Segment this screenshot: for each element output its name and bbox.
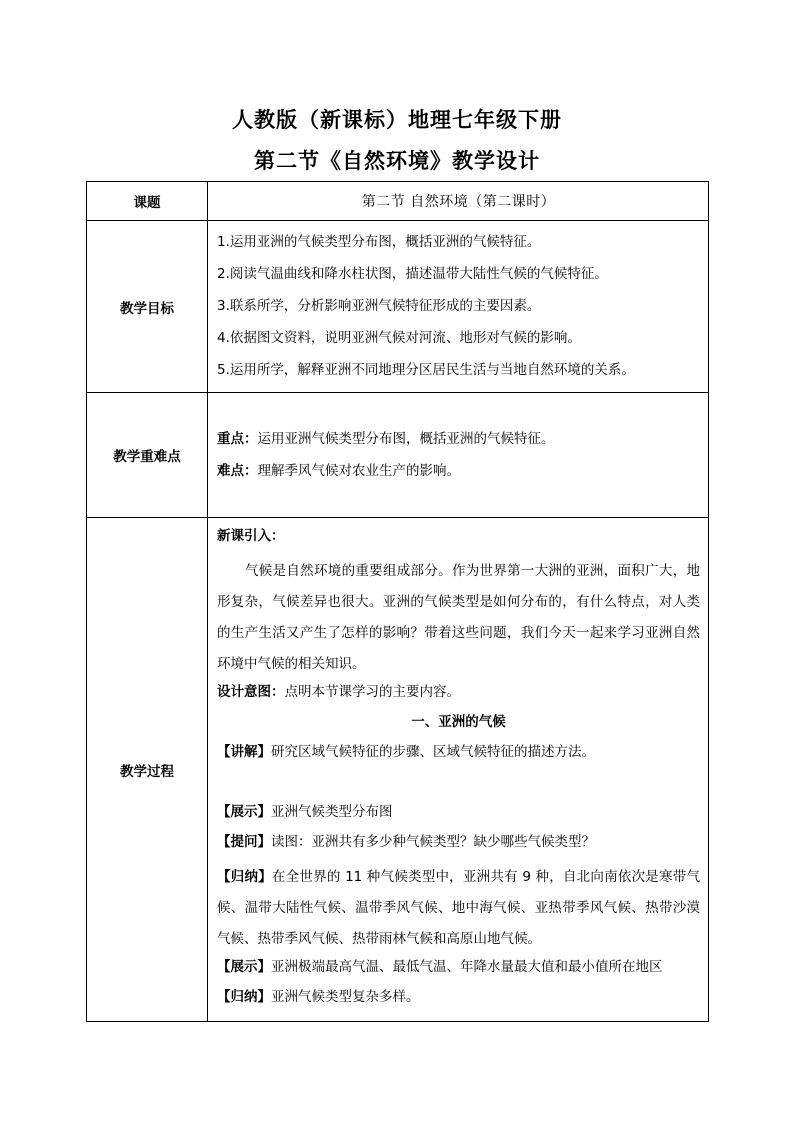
goal-item: 5.运用所学，解释亚洲不同地理分区居民生活与当地自然环境的关系。 (217, 362, 635, 378)
lecture-text: 研究区域气候特征的步骤、区域气候特征的描述方法。 (271, 744, 595, 760)
difficulty-text: 理解季风气候对农业生产的影响。 (257, 463, 460, 479)
table-row-process (87, 518, 709, 1022)
section-title: 一、亚洲的气候 (411, 714, 506, 730)
process-cell (208, 518, 709, 1022)
design-text: 点明本节课学习的主要内容。 (284, 684, 460, 700)
topic-value: 第二节 自然环境（第二课时） (208, 182, 709, 221)
difficulty-line (217, 461, 700, 493)
show-text-2: 亚洲极端最高气温、最低气温、年降水量最大值和最小值所在地区 (271, 959, 663, 975)
goal-item: 4.依据图文资料，说明亚洲气候对河流、地形对气候的影响。 (217, 330, 581, 346)
spacer (217, 772, 700, 802)
intro-paragraph: 气候是自然环境的重要组成部分。作为世界第一大洲的亚洲，面积广大，地形复杂，气候差异也很大。亚洲的气候类型是如何分布的，有什么特点，对人类的生产生活又产生了怎样的影响？带着这些问题，我们今天一起来学习亚洲自然环境中气候的相关知识。 (217, 563, 700, 672)
table-row-key-points (87, 393, 709, 518)
summary-text-1: 在全世界的 11 种气候类型中，亚洲共有 9 种，自北向南依次是寒带气候、温带大陆性气候、温带季风气候、地中海气候、亚热带季风气候、热带沙漠气候、热带季风气候、热带雨林气候和高原山地气候。 (217, 869, 700, 947)
document-title: 人教版（新课标）地理七年级下册 (232, 108, 562, 132)
summary-block-1 (217, 862, 700, 955)
show-text-1: 亚洲气候类型分布图 (271, 804, 393, 820)
process-label: 教学过程 (87, 518, 208, 1022)
ask-line (217, 832, 700, 862)
focus-line (217, 429, 700, 461)
table-row-topic (87, 182, 709, 221)
focus-text: 运用亚洲气候类型分布图，概括亚洲的气候特征。 (257, 431, 555, 447)
ask-text: 读图：亚洲共有多少种气候类型？缺少哪些气候类型？ (271, 834, 595, 850)
goal-item: 1.运用亚洲的气候类型分布图，概括亚洲的气候特征。 (217, 234, 541, 250)
summary-line-2 (217, 987, 700, 1017)
goals-list (217, 221, 700, 392)
show-line-2 (217, 957, 700, 987)
lecture-tag: 【讲解】 (217, 744, 271, 760)
goal-item: 3.联系所学，分析影响亚洲气候特征形成的主要因素。 (217, 298, 541, 314)
summary-text-2: 亚洲气候类型复杂多样。 (271, 989, 420, 1005)
lecture-line (217, 742, 700, 772)
document-subtitle: 第二节《自然环境》教学设计 (254, 149, 540, 173)
focus-label: 重点： (217, 431, 258, 447)
summary-tag-2: 【归纳】 (217, 989, 271, 1005)
summary-tag-1: 【归纳】 (217, 869, 272, 885)
show-tag-1: 【展示】 (217, 804, 271, 820)
key-points-label: 教学重难点 (87, 393, 208, 518)
goal-item: 2.阅读气温曲线和降水柱状图，描述温带大陆性气候的气候特征。 (217, 266, 608, 282)
topic-label: 课题 (87, 182, 208, 221)
goals-label: 教学目标 (87, 221, 208, 393)
key-points (217, 393, 700, 493)
key-points-cell (208, 393, 709, 518)
design-label: 设计意图： (217, 684, 285, 700)
intro-heading: 新课引入： (217, 528, 285, 544)
ask-tag: 【提问】 (217, 834, 271, 850)
show-line-1 (217, 802, 700, 832)
goals-cell (208, 221, 709, 393)
difficulty-label: 难点： (217, 463, 258, 479)
process-content (217, 518, 700, 1017)
table-row-goals (87, 221, 709, 393)
design-intent (217, 682, 700, 712)
lesson-plan-table (86, 181, 709, 1022)
show-tag-2: 【展示】 (217, 959, 271, 975)
